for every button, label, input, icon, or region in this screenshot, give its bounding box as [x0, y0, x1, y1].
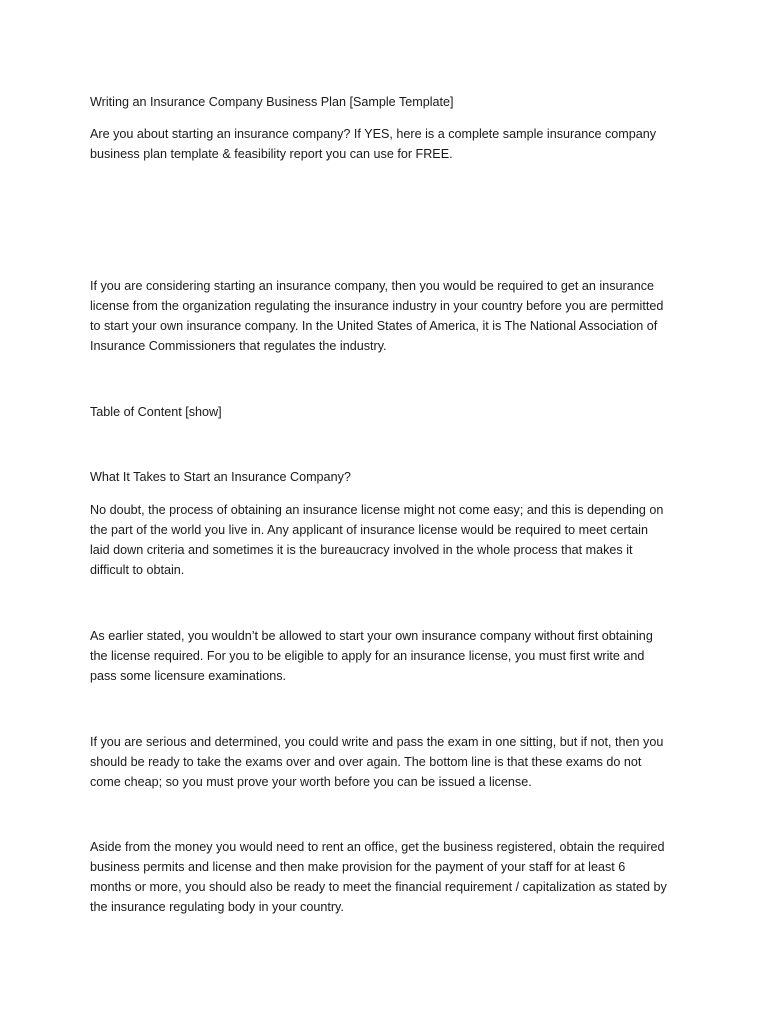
- paragraph-line: business permits and license and then make provision for the payment of your staff for at least 6: [90, 860, 626, 874]
- paragraph-line: difficult to obtain.: [90, 563, 185, 577]
- paragraph-line: the license required. For you to be eligible to apply for an insurance license, you must first write and: [90, 649, 645, 663]
- paragraph-license: [90, 276, 690, 356]
- paragraph-no-doubt: [90, 500, 690, 580]
- paragraph-line: to start your own insurance company. In the United States of America, it is The National Association of: [90, 319, 658, 333]
- table-of-content-toggle[interactable]: [90, 402, 690, 422]
- paragraph-line: laid down criteria and sometimes it is the bureaucracy involved in the whole process that makes it: [90, 543, 633, 557]
- paragraph-line: come cheap; so you must prove your worth before you can be issued a license.: [90, 775, 532, 789]
- paragraph-line: the insurance regulating body in your country.: [90, 900, 344, 914]
- paragraph-line: If you are serious and determined, you could write and pass the exam in one sitting, but if not, then you: [90, 735, 664, 749]
- paragraph-line: No doubt, the process of obtaining an insurance license might not come easy; and this is depending on: [90, 503, 664, 517]
- paragraph-line: the part of the world you live in. Any applicant of insurance license would be required to meet certain: [90, 523, 648, 537]
- intro-paragraph: [90, 124, 690, 164]
- toc-label: Table of Content [show]: [90, 405, 222, 419]
- paragraph-line: As earlier stated, you wouldn’t be allowed to start your own insurance company without first obtaining: [90, 629, 653, 643]
- paragraph-line: If you are considering starting an insurance company, then you would be required to get an insurance: [90, 279, 655, 293]
- title-line: Writing an Insurance Company Business Plan [Sample Template]: [90, 95, 454, 109]
- paragraph-line: Are you about starting an insurance company? If YES, here is a complete sample insurance company: [90, 127, 657, 141]
- paragraph-earlier-stated: [90, 626, 690, 686]
- document-title: [90, 92, 690, 112]
- paragraph-line: Insurance Commissioners that regulates the industry.: [90, 339, 387, 353]
- section-heading-text: What It Takes to Start an Insurance Company?: [90, 470, 351, 484]
- paragraph-serious: [90, 732, 690, 792]
- paragraph-line: should be ready to take the exams over and over again. The bottom line is that these exams do not: [90, 755, 642, 769]
- paragraph-line: license from the organization regulating the insurance industry in your country before you are permitted: [90, 299, 664, 313]
- paragraph-line: months or more, you should also be ready to meet the financial requirement / capitalization as stated by: [90, 880, 667, 894]
- paragraph-line: pass some licensure examinations.: [90, 669, 286, 683]
- section-heading: [90, 467, 690, 487]
- paragraph-aside-money: [90, 837, 690, 917]
- paragraph-line: Aside from the money you would need to rent an office, get the business registered, obtain the required: [90, 840, 665, 854]
- paragraph-line: business plan template & feasibility report you can use for FREE.: [90, 147, 453, 161]
